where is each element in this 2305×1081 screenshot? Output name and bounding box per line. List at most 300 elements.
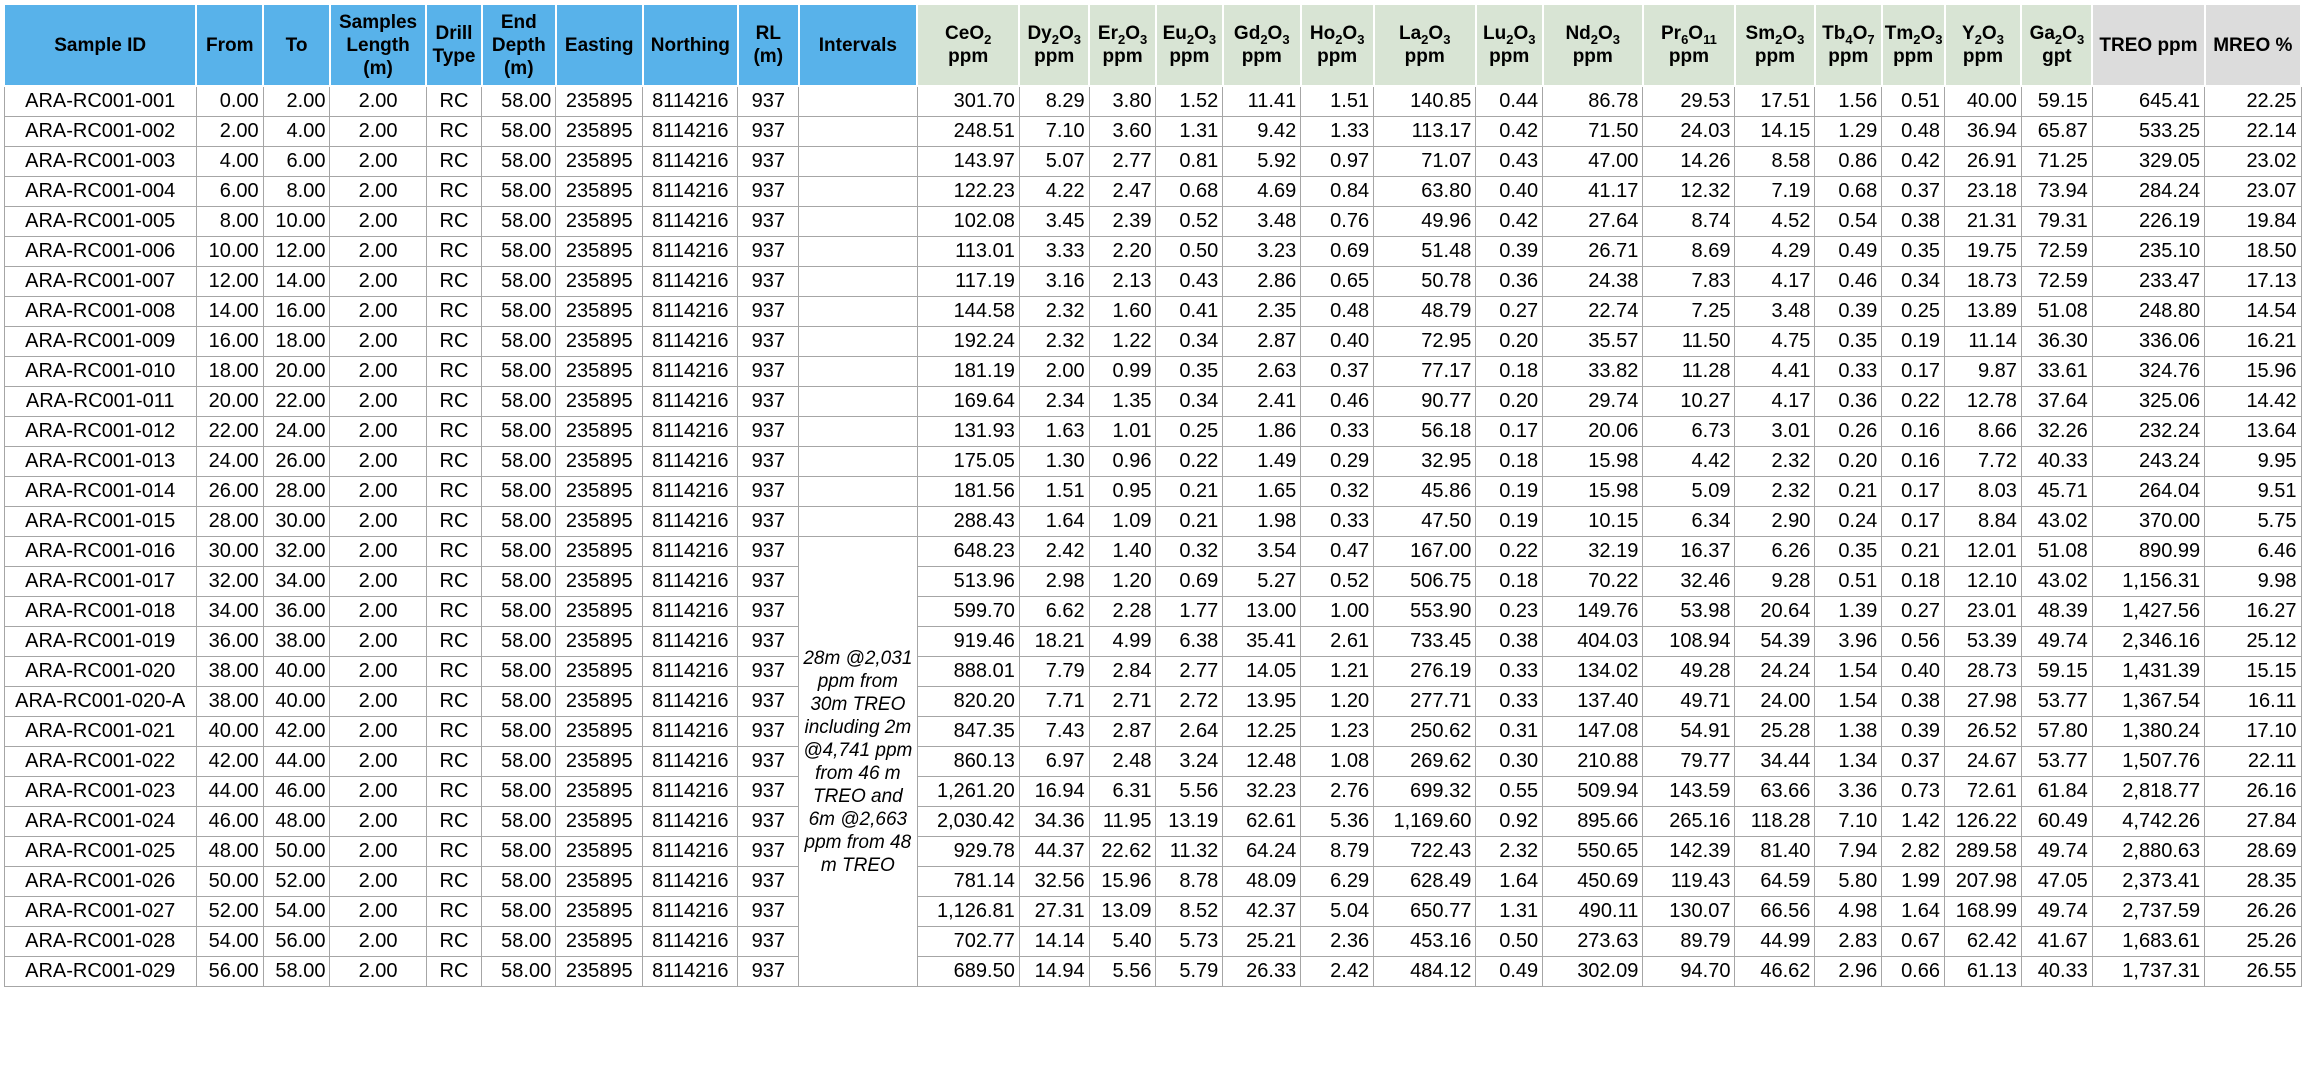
drill-type-cell: RC [426, 237, 482, 267]
ga-value-cell: 49.74 [2021, 837, 2092, 867]
northing-cell: 8114216 [643, 657, 738, 687]
to-cell: 56.00 [263, 927, 330, 957]
to-cell: 26.00 [263, 447, 330, 477]
ho-value-cell: 1.33 [1301, 117, 1374, 147]
rl-cell: 937 [738, 507, 799, 537]
lu-value-cell: 0.44 [1476, 86, 1543, 117]
sm-value-cell: 24.24 [1735, 657, 1815, 687]
gd-value-cell: 11.41 [1223, 86, 1301, 117]
to-cell: 58.00 [263, 957, 330, 987]
drill-type-cell: RC [426, 837, 482, 867]
oxide-formula [2024, 22, 2089, 45]
sample-id-cell: ARA-RC001-018 [4, 597, 196, 627]
table-row [4, 267, 2301, 297]
formula-oxygen: O [1267, 23, 1283, 44]
rl-cell: 937 [738, 86, 799, 117]
sample-length-cell: 2.00 [330, 567, 426, 597]
intervals-cell [799, 267, 917, 297]
mreo-value-cell: 25.12 [2205, 627, 2301, 657]
northing-cell: 8114216 [643, 777, 738, 807]
intervals-summary-note: 28m @2,031 ppm from 30m TREO including 2m @4,741 ppm from 46 m TREO and 6m @2,663 ppm from 48 m TREO [799, 537, 917, 987]
dy-value-cell: 32.56 [1019, 867, 1089, 897]
la-value-cell: 1,169.60 [1374, 807, 1476, 837]
y-value-cell: 12.10 [1945, 567, 2022, 597]
unit-label: ppm [1317, 46, 1358, 67]
sample-length-cell: 2.00 [330, 717, 426, 747]
nd-value-cell: 27.64 [1543, 207, 1643, 237]
northing-cell: 8114216 [643, 747, 738, 777]
northing-cell: 8114216 [643, 537, 738, 567]
tm-value-cell: 0.73 [1882, 777, 1945, 807]
lu-value-cell: 0.17 [1476, 417, 1543, 447]
table-row [4, 357, 2301, 387]
to-cell: 48.00 [263, 807, 330, 837]
northing-cell: 8114216 [643, 86, 738, 117]
pr-value-cell: 11.50 [1643, 327, 1735, 357]
sample-length-cell: 2.00 [330, 86, 426, 117]
gd-value-cell: 48.09 [1223, 867, 1301, 897]
gd-value-cell: 9.42 [1223, 117, 1301, 147]
y-value-cell: 19.75 [1945, 237, 2022, 267]
mreo-value-cell: 27.84 [2205, 807, 2301, 837]
pr-value-cell: 32.46 [1643, 567, 1735, 597]
easting-cell: 235895 [556, 477, 643, 507]
to-cell: 42.00 [263, 717, 330, 747]
ceo-value-cell: 192.24 [917, 327, 1019, 357]
treo-value-cell: 2,818.77 [2092, 777, 2204, 807]
mreo-value-cell: 14.54 [2205, 297, 2301, 327]
from-cell: 40.00 [196, 717, 263, 747]
sm-value-cell: 7.19 [1735, 177, 1815, 207]
la-value-cell: 63.80 [1374, 177, 1476, 207]
la-value-cell: 72.95 [1374, 327, 1476, 357]
northing-cell: 8114216 [643, 897, 738, 927]
to-cell: 54.00 [263, 897, 330, 927]
mreo-value-cell: 19.84 [2205, 207, 2301, 237]
table-row [4, 177, 2301, 207]
tm-value-cell: 0.37 [1882, 747, 1945, 777]
treo-value-cell: 2,346.16 [2092, 627, 2204, 657]
ceo-value-cell: 113.01 [917, 237, 1019, 267]
la-value-cell: 45.86 [1374, 477, 1476, 507]
pr-value-cell: 10.27 [1643, 387, 1735, 417]
treo-value-cell: 226.19 [2092, 207, 2204, 237]
table-row [4, 867, 2301, 897]
northing-cell: 8114216 [643, 507, 738, 537]
header-treo: TREO ppm [2092, 4, 2204, 86]
formula-subscript: 2 [1117, 31, 1126, 47]
formula-symbol: Eu [1162, 23, 1187, 44]
from-cell: 0.00 [196, 86, 263, 117]
er-value-cell: 2.77 [1089, 147, 1156, 177]
pr-value-cell: 130.07 [1643, 897, 1735, 927]
treo-value-cell: 2,737.59 [2092, 897, 2204, 927]
table-row [4, 297, 2301, 327]
mreo-value-cell: 26.26 [2205, 897, 2301, 927]
rl-cell: 937 [738, 537, 799, 567]
ho-value-cell: 5.36 [1301, 807, 1374, 837]
formula-subscript: 2 [1590, 31, 1599, 47]
formula-subscript: 2 [1974, 31, 1982, 47]
end-depth-cell: 58.00 [482, 597, 556, 627]
tb-value-cell: 1.56 [1815, 86, 1882, 117]
sample-length-cell: 2.00 [330, 867, 426, 897]
formula-symbol: Ho [1309, 23, 1336, 44]
ho-value-cell: 0.84 [1301, 177, 1374, 207]
tm-value-cell: 1.42 [1882, 807, 1945, 837]
y-value-cell: 11.14 [1945, 327, 2022, 357]
er-value-cell: 0.95 [1089, 477, 1156, 507]
drill-type-cell: RC [426, 747, 482, 777]
nd-value-cell: 273.63 [1543, 927, 1643, 957]
header-tm-oxide [1882, 4, 1945, 86]
drill-type-cell: RC [426, 507, 482, 537]
intervals-cell [799, 177, 917, 207]
nd-value-cell: 26.71 [1543, 237, 1643, 267]
sm-value-cell: 64.59 [1735, 867, 1815, 897]
ga-value-cell: 32.26 [2021, 417, 2092, 447]
nd-value-cell: 550.65 [1543, 837, 1643, 867]
gd-value-cell: 2.35 [1223, 297, 1301, 327]
gd-value-cell: 1.86 [1223, 417, 1301, 447]
lu-value-cell: 1.31 [1476, 897, 1543, 927]
treo-value-cell: 325.06 [2092, 387, 2204, 417]
end-depth-cell: 58.00 [482, 387, 556, 417]
end-depth-cell: 58.00 [482, 747, 556, 777]
formula-oxygen: O [1688, 23, 1704, 44]
table-row [4, 86, 2301, 117]
treo-value-cell: 1,507.76 [2092, 747, 2204, 777]
ga-value-cell: 48.39 [2021, 597, 2092, 627]
intervals-cell [799, 237, 917, 267]
dy-value-cell: 6.97 [1019, 747, 1089, 777]
ho-value-cell: 0.29 [1301, 447, 1374, 477]
end-depth-cell: 58.00 [482, 477, 556, 507]
tb-value-cell: 3.96 [1815, 627, 1882, 657]
drill-type-cell: RC [426, 627, 482, 657]
pr-value-cell: 8.74 [1643, 207, 1735, 237]
to-cell: 8.00 [263, 177, 330, 207]
unit-label: ppm [1241, 46, 1282, 67]
ga-value-cell: 33.61 [2021, 357, 2092, 387]
formula-subscript: 3 [1996, 31, 2004, 47]
y-value-cell: 72.61 [1945, 777, 2022, 807]
eu-value-cell: 0.52 [1156, 207, 1223, 237]
end-depth-cell: 58.00 [482, 327, 556, 357]
ceo-value-cell: 122.23 [917, 177, 1019, 207]
treo-value-cell: 235.10 [2092, 237, 2204, 267]
y-value-cell: 24.67 [1945, 747, 2022, 777]
ho-value-cell: 1.20 [1301, 687, 1374, 717]
end-depth-cell: 58.00 [482, 657, 556, 687]
la-value-cell: 50.78 [1374, 267, 1476, 297]
sample-id-cell: ARA-RC001-021 [4, 717, 196, 747]
end-depth-cell: 58.00 [482, 777, 556, 807]
y-value-cell: 8.66 [1945, 417, 2022, 447]
table-row [4, 447, 2301, 477]
gd-value-cell: 3.23 [1223, 237, 1301, 267]
formula-subscript: 3 [1208, 31, 1217, 47]
tb-value-cell: 4.98 [1815, 897, 1882, 927]
ho-value-cell: 0.33 [1301, 507, 1374, 537]
formula-subscript: 2 [1506, 31, 1514, 47]
drill-type-cell: RC [426, 897, 482, 927]
gd-value-cell: 14.05 [1223, 657, 1301, 687]
easting-cell: 235895 [556, 237, 643, 267]
nd-value-cell: 24.38 [1543, 267, 1643, 297]
easting-cell: 235895 [556, 507, 643, 537]
ga-value-cell: 45.71 [2021, 477, 2092, 507]
sample-length-cell: 2.00 [330, 357, 426, 387]
pr-value-cell: 7.25 [1643, 297, 1735, 327]
la-value-cell: 250.62 [1374, 717, 1476, 747]
gd-value-cell: 32.23 [1223, 777, 1301, 807]
sample-id-cell: ARA-RC001-016 [4, 537, 196, 567]
tm-value-cell: 0.66 [1882, 957, 1945, 987]
eu-value-cell: 8.52 [1156, 897, 1223, 927]
mreo-value-cell: 6.46 [2205, 537, 2301, 567]
end-depth-cell: 58.00 [482, 177, 556, 207]
tm-value-cell: 0.38 [1882, 687, 1945, 717]
formula-subscript: 2 [1186, 31, 1195, 47]
unit-label: ppm [1489, 46, 1530, 67]
northing-cell: 8114216 [643, 177, 738, 207]
header-sm-oxide [1735, 4, 1815, 86]
header-to: To [263, 4, 330, 86]
gd-value-cell: 13.00 [1223, 597, 1301, 627]
gd-value-cell: 2.63 [1223, 357, 1301, 387]
unit-label: ppm [1034, 46, 1075, 67]
oxide-formula [1738, 22, 1812, 45]
pr-value-cell: 6.34 [1643, 507, 1735, 537]
easting-cell: 235895 [556, 177, 643, 207]
treo-value-cell: 890.99 [2092, 537, 2204, 567]
formula-subscript: 3 [1139, 31, 1148, 47]
end-depth-cell: 58.00 [482, 537, 556, 567]
formula-subscript: 6 [1681, 31, 1689, 47]
from-cell: 6.00 [196, 177, 263, 207]
from-cell: 38.00 [196, 657, 263, 687]
la-value-cell: 453.16 [1374, 927, 1476, 957]
mreo-value-cell: 9.98 [2205, 567, 2301, 597]
mreo-value-cell: 25.26 [2205, 927, 2301, 957]
y-value-cell: 8.84 [1945, 507, 2022, 537]
la-value-cell: 47.50 [1374, 507, 1476, 537]
tb-value-cell: 7.94 [1815, 837, 1882, 867]
easting-cell: 235895 [556, 567, 643, 597]
treo-value-cell: 1,683.61 [2092, 927, 2204, 957]
formula-symbol: Y [1962, 23, 1975, 44]
tm-value-cell: 0.51 [1882, 86, 1945, 117]
formula-symbol: Nd [1565, 23, 1591, 44]
lu-value-cell: 0.18 [1476, 447, 1543, 477]
ho-value-cell: 1.08 [1301, 747, 1374, 777]
sample-length-cell: 2.00 [330, 507, 426, 537]
la-value-cell: 77.17 [1374, 357, 1476, 387]
er-value-cell: 1.35 [1089, 387, 1156, 417]
easting-cell: 235895 [556, 657, 643, 687]
tb-value-cell: 0.86 [1815, 147, 1882, 177]
end-depth-cell: 58.00 [482, 507, 556, 537]
rl-cell: 937 [738, 747, 799, 777]
formula-subscript: 3 [1528, 31, 1536, 47]
ho-value-cell: 0.46 [1301, 387, 1374, 417]
y-value-cell: 12.01 [1945, 537, 2022, 567]
lu-value-cell: 0.42 [1476, 117, 1543, 147]
northing-cell: 8114216 [643, 717, 738, 747]
er-value-cell: 3.60 [1089, 117, 1156, 147]
rl-cell: 937 [738, 477, 799, 507]
easting-cell: 235895 [556, 837, 643, 867]
eu-value-cell: 0.41 [1156, 297, 1223, 327]
easting-cell: 235895 [556, 207, 643, 237]
sm-value-cell: 46.62 [1735, 957, 1815, 987]
y-value-cell: 7.72 [1945, 447, 2022, 477]
from-cell: 26.00 [196, 477, 263, 507]
easting-cell: 235895 [556, 117, 643, 147]
nd-value-cell: 302.09 [1543, 957, 1643, 987]
ceo-value-cell: 513.96 [917, 567, 1019, 597]
mreo-value-cell: 16.21 [2205, 327, 2301, 357]
dy-value-cell: 6.62 [1019, 597, 1089, 627]
lu-value-cell: 0.39 [1476, 237, 1543, 267]
table-row [4, 567, 2301, 597]
lu-value-cell: 0.18 [1476, 567, 1543, 597]
sm-value-cell: 25.28 [1735, 717, 1815, 747]
intervals-cell [799, 447, 917, 477]
unit-label: gpt [2042, 46, 2072, 67]
y-value-cell: 23.18 [1945, 177, 2022, 207]
eu-value-cell: 0.22 [1156, 447, 1223, 477]
drill-type-cell: RC [426, 447, 482, 477]
dy-value-cell: 3.33 [1019, 237, 1089, 267]
ho-value-cell: 0.48 [1301, 297, 1374, 327]
rl-cell: 937 [738, 447, 799, 477]
la-value-cell: 167.00 [1374, 537, 1476, 567]
header-dy-oxide [1019, 4, 1089, 86]
tb-value-cell: 2.83 [1815, 927, 1882, 957]
tb-value-cell: 0.24 [1815, 507, 1882, 537]
tb-value-cell: 1.34 [1815, 747, 1882, 777]
sm-value-cell: 66.56 [1735, 897, 1815, 927]
tm-value-cell: 0.37 [1882, 177, 1945, 207]
formula-subscript: 3 [1357, 31, 1365, 47]
drill-type-cell: RC [426, 537, 482, 567]
intervals-cell [799, 297, 917, 327]
sample-length-cell: 2.00 [330, 837, 426, 867]
er-value-cell: 1.01 [1089, 417, 1156, 447]
tm-value-cell: 2.82 [1882, 837, 1945, 867]
y-value-cell: 207.98 [1945, 867, 2022, 897]
to-cell: 44.00 [263, 747, 330, 777]
tb-value-cell: 5.80 [1815, 867, 1882, 897]
header-ho-oxide [1301, 4, 1374, 86]
from-cell: 46.00 [196, 807, 263, 837]
end-depth-cell: 58.00 [482, 447, 556, 477]
gd-value-cell: 2.41 [1223, 387, 1301, 417]
ga-value-cell: 53.77 [2021, 687, 2092, 717]
tm-value-cell: 0.56 [1882, 627, 1945, 657]
sample-length-cell: 2.00 [330, 147, 426, 177]
la-value-cell: 51.48 [1374, 237, 1476, 267]
oxide-formula [1479, 22, 1540, 45]
treo-value-cell: 243.24 [2092, 447, 2204, 477]
eu-value-cell: 0.69 [1156, 567, 1223, 597]
ga-value-cell: 51.08 [2021, 537, 2092, 567]
formula-subscript: 2 [1913, 31, 1921, 47]
dy-value-cell: 44.37 [1019, 837, 1089, 867]
sample-id-cell: ARA-RC001-020 [4, 657, 196, 687]
sample-length-cell: 2.00 [330, 267, 426, 297]
dy-value-cell: 7.10 [1019, 117, 1089, 147]
formula-symbol: Gd [1233, 23, 1261, 44]
rl-cell: 937 [738, 417, 799, 447]
oxide-formula [1022, 22, 1086, 45]
er-value-cell: 1.40 [1089, 537, 1156, 567]
y-value-cell: 21.31 [1945, 207, 2022, 237]
er-value-cell: 11.95 [1089, 807, 1156, 837]
ga-value-cell: 40.33 [2021, 957, 2092, 987]
sample-length-cell: 2.00 [330, 477, 426, 507]
sample-length-cell: 2.00 [330, 687, 426, 717]
ga-value-cell: 61.84 [2021, 777, 2092, 807]
from-cell: 12.00 [196, 267, 263, 297]
table-row [4, 837, 2301, 867]
rl-cell: 937 [738, 147, 799, 177]
to-cell: 6.00 [263, 147, 330, 177]
sample-id-cell: ARA-RC001-014 [4, 477, 196, 507]
formula-symbol: Dy [1027, 23, 1052, 44]
from-cell: 4.00 [196, 147, 263, 177]
header-ceo-oxide [917, 4, 1019, 86]
tb-value-cell: 2.96 [1815, 957, 1882, 987]
intervals-cell [799, 417, 917, 447]
ga-value-cell: 53.77 [2021, 747, 2092, 777]
formula-symbol: Er [1097, 23, 1118, 44]
to-cell: 14.00 [263, 267, 330, 297]
ho-value-cell: 0.47 [1301, 537, 1374, 567]
la-value-cell: 276.19 [1374, 657, 1476, 687]
ceo-value-cell: 919.46 [917, 627, 1019, 657]
northing-cell: 8114216 [643, 687, 738, 717]
nd-value-cell: 490.11 [1543, 897, 1643, 927]
end-depth-cell: 58.00 [482, 897, 556, 927]
mreo-value-cell: 5.75 [2205, 507, 2301, 537]
gd-value-cell: 2.86 [1223, 267, 1301, 297]
eu-value-cell: 0.50 [1156, 237, 1223, 267]
tm-value-cell: 0.48 [1882, 117, 1945, 147]
unit-label: ppm [948, 46, 989, 67]
formula-oxygen: O [1513, 23, 1529, 44]
ceo-value-cell: 175.05 [917, 447, 1019, 477]
from-cell: 36.00 [196, 627, 263, 657]
ceo-value-cell: 102.08 [917, 207, 1019, 237]
drill-type-cell: RC [426, 117, 482, 147]
treo-value-cell: 248.80 [2092, 297, 2204, 327]
la-value-cell: 90.77 [1374, 387, 1476, 417]
mreo-value-cell: 26.55 [2205, 957, 2301, 987]
pr-value-cell: 8.69 [1643, 237, 1735, 267]
oxide-formula [920, 22, 1016, 45]
formula-oxygen: O [1981, 23, 1997, 44]
sample-length-cell: 2.00 [330, 417, 426, 447]
sample-id-cell: ARA-RC001-015 [4, 507, 196, 537]
to-cell: 12.00 [263, 237, 330, 267]
sample-length-cell: 2.00 [330, 807, 426, 837]
tm-value-cell: 0.40 [1882, 657, 1945, 687]
sample-id-cell: ARA-RC001-006 [4, 237, 196, 267]
formula-subscript: 4 [1845, 31, 1853, 47]
